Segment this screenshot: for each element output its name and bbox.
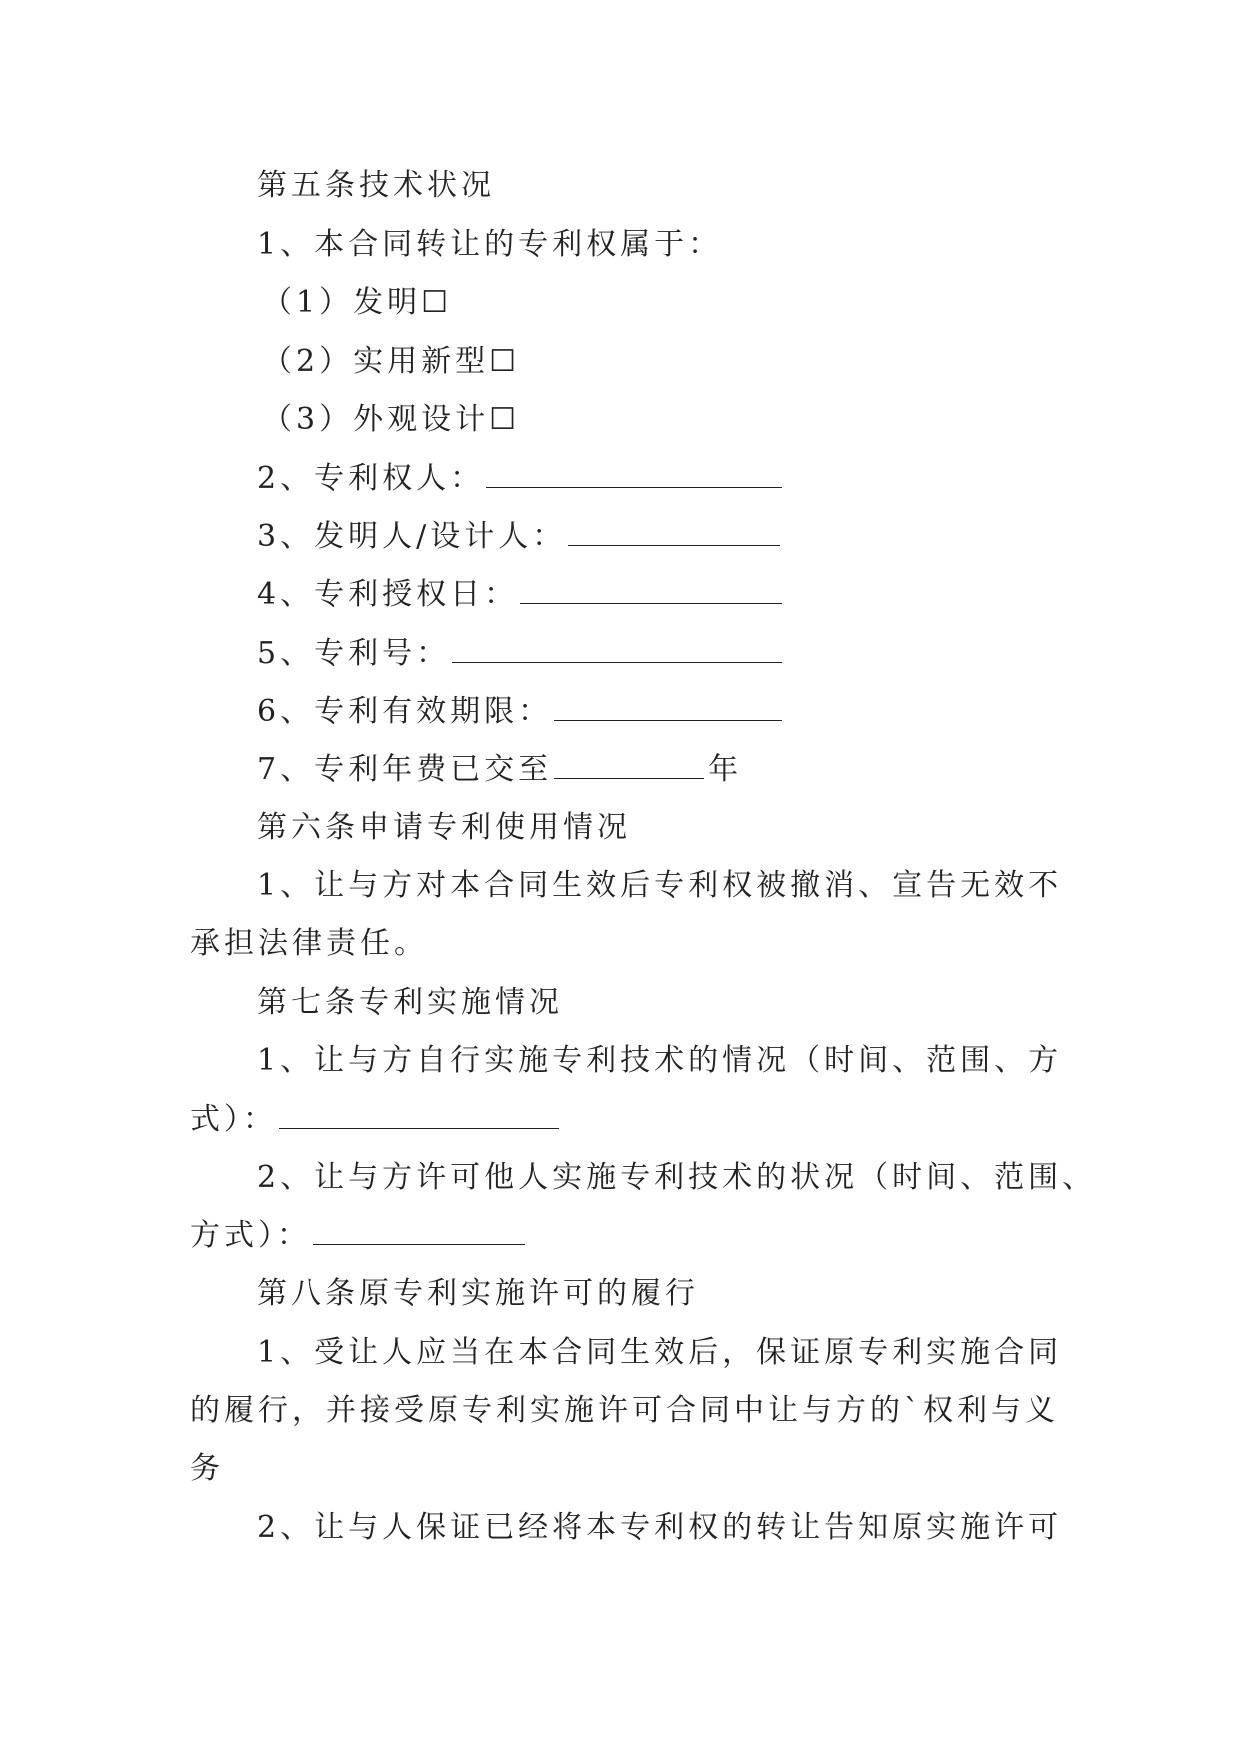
- self-implementation-blank: [279, 1100, 559, 1129]
- validity-label: 6、专利有效期限：: [257, 694, 553, 729]
- option-design-text: （3）外观设计☐: [262, 402, 520, 437]
- article-7-clause-1-line-2: [190, 1100, 559, 1140]
- option-invention: [262, 283, 452, 323]
- option-utility-model: [262, 342, 520, 382]
- annual-fee-field: [257, 750, 742, 790]
- article-6-clause-1-line-2-text: 承担法律责任。: [190, 926, 428, 961]
- inventor-field: [257, 517, 780, 557]
- article-8-clause-1-line-2-text: 的履行，并接受原专利实施许可合同中让与方的`权利与义: [190, 1393, 1059, 1428]
- article-7-clause-2-line-1-text: 2、让与方许可他人实施专利技术的状况（时间、范围、: [257, 1160, 1097, 1195]
- patent-type-question-text: 1、本合同转让的专利权属于：: [257, 227, 723, 262]
- option-utility-model-text: （2）实用新型☐: [262, 344, 520, 379]
- article-7-clause-2-line-1: [257, 1158, 1096, 1198]
- article-8-clause-1-line-3-text: 务: [190, 1451, 224, 1486]
- article-5-heading: [257, 166, 495, 206]
- validity-blank: [554, 692, 782, 721]
- patentee-label: 2、专利权人：: [257, 461, 485, 496]
- article-8-clause-2-line-1-text: 2、让与人保证已经将本专利权的转让告知原实施许可: [257, 1510, 1063, 1545]
- grant-date-label: 4、专利授权日：: [257, 577, 519, 612]
- patent-number-label: 5、专利号：: [257, 636, 451, 671]
- article-8-clause-1-line-1: [257, 1333, 1062, 1373]
- option-design: [262, 400, 520, 440]
- option-invention-text: （1）发明☐: [262, 285, 452, 320]
- article-6-clause-1-line-1-text: 1、让与方对本合同生效后专利权被撤消、宣告无效不: [257, 868, 1063, 903]
- article-8-clause-1-line-2: [190, 1391, 1059, 1431]
- patent-number-field: [257, 634, 782, 674]
- article-6-heading-text: 第六条申请专利使用情况: [257, 810, 631, 845]
- validity-field: [257, 692, 782, 732]
- annual-fee-label: 7、专利年费已交至: [257, 752, 553, 787]
- article-7-clause-1-line-1: [257, 1041, 1062, 1081]
- article-6-heading: [257, 808, 631, 848]
- inventor-blank: [568, 517, 780, 546]
- article-8-heading: [257, 1274, 699, 1314]
- grant-date-field: [257, 575, 782, 615]
- patentee-blank: [486, 459, 782, 488]
- article-8-clause-1-line-1-text: 1、受让人应当在本合同生效后，保证原专利实施合同: [257, 1335, 1063, 1370]
- year-suffix: 年: [708, 752, 743, 787]
- annual-fee-blank: [554, 750, 704, 779]
- patent-number-blank: [452, 634, 782, 663]
- grant-date-blank: [520, 575, 782, 604]
- article-7-clause-1-line-2-text: 式）：: [190, 1102, 277, 1137]
- inventor-label: 3、发明人/设计人：: [257, 519, 567, 554]
- article-7-clause-2-line-2: [190, 1216, 525, 1256]
- licensed-implementation-blank: [313, 1216, 525, 1245]
- article-8-clause-2-line-1: [257, 1508, 1062, 1548]
- article-7-clause-1-line-1-text: 1、让与方自行实施专利技术的情况（时间、范围、方: [257, 1043, 1063, 1078]
- article-8-clause-1-line-3: [190, 1449, 224, 1489]
- article-8-heading-text: 第八条原专利实施许可的履行: [257, 1276, 699, 1311]
- patentee-field: [257, 459, 782, 499]
- article-7-heading-text: 第七条专利实施情况: [257, 985, 563, 1020]
- article-5-heading-text: 第五条技术状况: [257, 168, 495, 203]
- article-7-heading: [257, 983, 563, 1023]
- article-6-clause-1-line-2: [190, 924, 428, 964]
- article-6-clause-1-line-1: [257, 866, 1062, 906]
- patent-type-question: [257, 225, 722, 265]
- article-7-clause-2-line-2-text: 方式）：: [190, 1218, 311, 1253]
